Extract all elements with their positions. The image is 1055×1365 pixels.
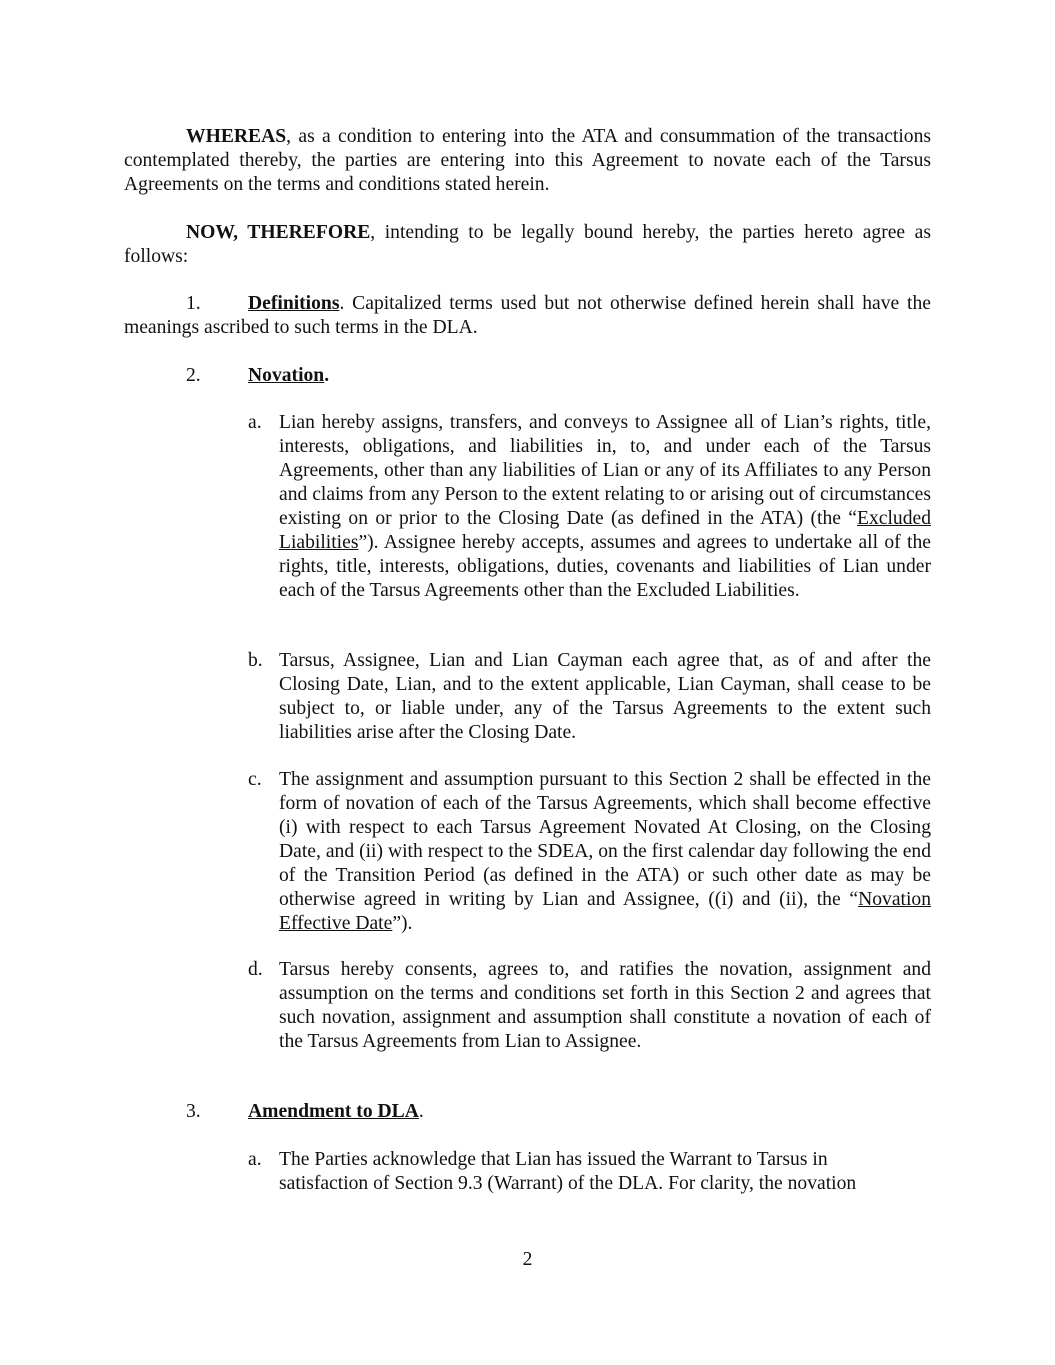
defined-term-novation-effective-date: Novation Effective Date [279,889,931,934]
section-3-number: 3. [186,1101,201,1122]
section-1-paragraph [124,292,931,340]
now-therefore-paragraph [124,221,931,269]
list-marker: d. [248,959,263,980]
section-2-number: 2. [186,365,201,386]
list-marker: a. [248,412,262,433]
whereas-text: , as a condition to entering into the ATA and consummation of the transactions contemplated thereby, the parties are entering into this Agreement to novate each of the Tarsus Agreements on the terms and conditions stated herein. [124,126,931,195]
section-1-text: . Capitalized terms used but not otherwise defined herein shall have the meanings ascribed to such terms in the DLA. [124,293,931,338]
section-2-item-c-text [279,768,931,936]
section-1-title: Definitions [248,293,340,314]
section-2-item-a [248,411,931,603]
page-number: 2 [522,1249,533,1270]
list-marker: a. [248,1149,262,1170]
section-3-item-a [248,1148,870,1196]
list-marker: c. [248,769,262,790]
list-marker: b. [248,650,263,671]
section-2-item-d [248,958,931,1054]
item-text-part: The assignment and assumption pursuant to this Section 2 shall be effected in the form of novation of each of the Tarsus Agreements, which shall become effective (i) with respect to each Tarsus Agreement Novated At Closing, on the Closing Date, and (ii) with respect to the SDEA, on the first calendar day following the end of the Transition Period (as defined in the ATA) or such other date as may be otherwise agreed in writing by Lian and Assignee, ((i) and (ii), the “ [279,769,931,910]
section-2-item-b-text: Tarsus, Assignee, Lian and Lian Cayman each agree that, as of and after the Closing Date, Lian, and to the extent applicable, Lian Cayman, shall cease to be subject to, or liable under, any of the Tarsus Agreements to the extent such liabilities arise after the Closing Date. [279,650,931,743]
section-2-item-a-text [279,411,931,603]
now-therefore-text: , intending to be legally bound hereby, the parties hereto agree as follows: [124,222,931,267]
item-text-part: ”). Assignee hereby accepts, assumes and agrees to undertake all of the rights, title, interests, obligations, duties, covenants and liabilities of Lian under each of the Tarsus Agreements other than the Excluded Liabilities. [279,532,931,601]
section-2-item-d-text: Tarsus hereby consents, agrees to, and ratifies the novation, assignment and assumption on the terms and conditions set forth in this Section 2 and agrees that such novation, assignment and assumption shall constitute a novation of each of the Tarsus Agreements from Lian to Assignee. [279,959,931,1052]
item-text-part: ”). [392,913,413,934]
item-text-part: Lian hereby assigns, transfers, and conveys to Assignee all of Lian’s rights, title, interests, obligations, and liabilities in, to, and under each of the Tarsus Agreements, other than any liabilities of Lian or any of its Affiliates to any Person and claims from any Person to the extent relating to or arising out of circumstances existing on or prior to the Closing Date (as defined in the ATA) (the “ [279,412,931,529]
section-2-item-c [248,768,931,936]
section-3-item-a-text: The Parties acknowledge that Lian has issued the Warrant to Tarsus in satisfaction of Section 9.3 (Warrant) of the DLA. For clarity, the novation [279,1149,857,1194]
section-2-title: Novation [248,365,325,386]
whereas-paragraph [124,125,931,197]
section-2-title-suffix: . [324,365,330,386]
section-3-title-suffix: . [418,1101,424,1122]
section-2-item-b [248,649,931,745]
section-3-title: Amendment to DLA [248,1101,419,1122]
now-therefore-lead: NOW, THEREFORE [186,222,371,243]
section-2-heading [186,364,329,388]
whereas-lead: WHEREAS [186,126,287,147]
section-3-heading [186,1100,424,1124]
defined-term-excluded-liabilities: Excluded Liabilities [279,508,931,553]
section-1-number: 1. [186,293,201,314]
